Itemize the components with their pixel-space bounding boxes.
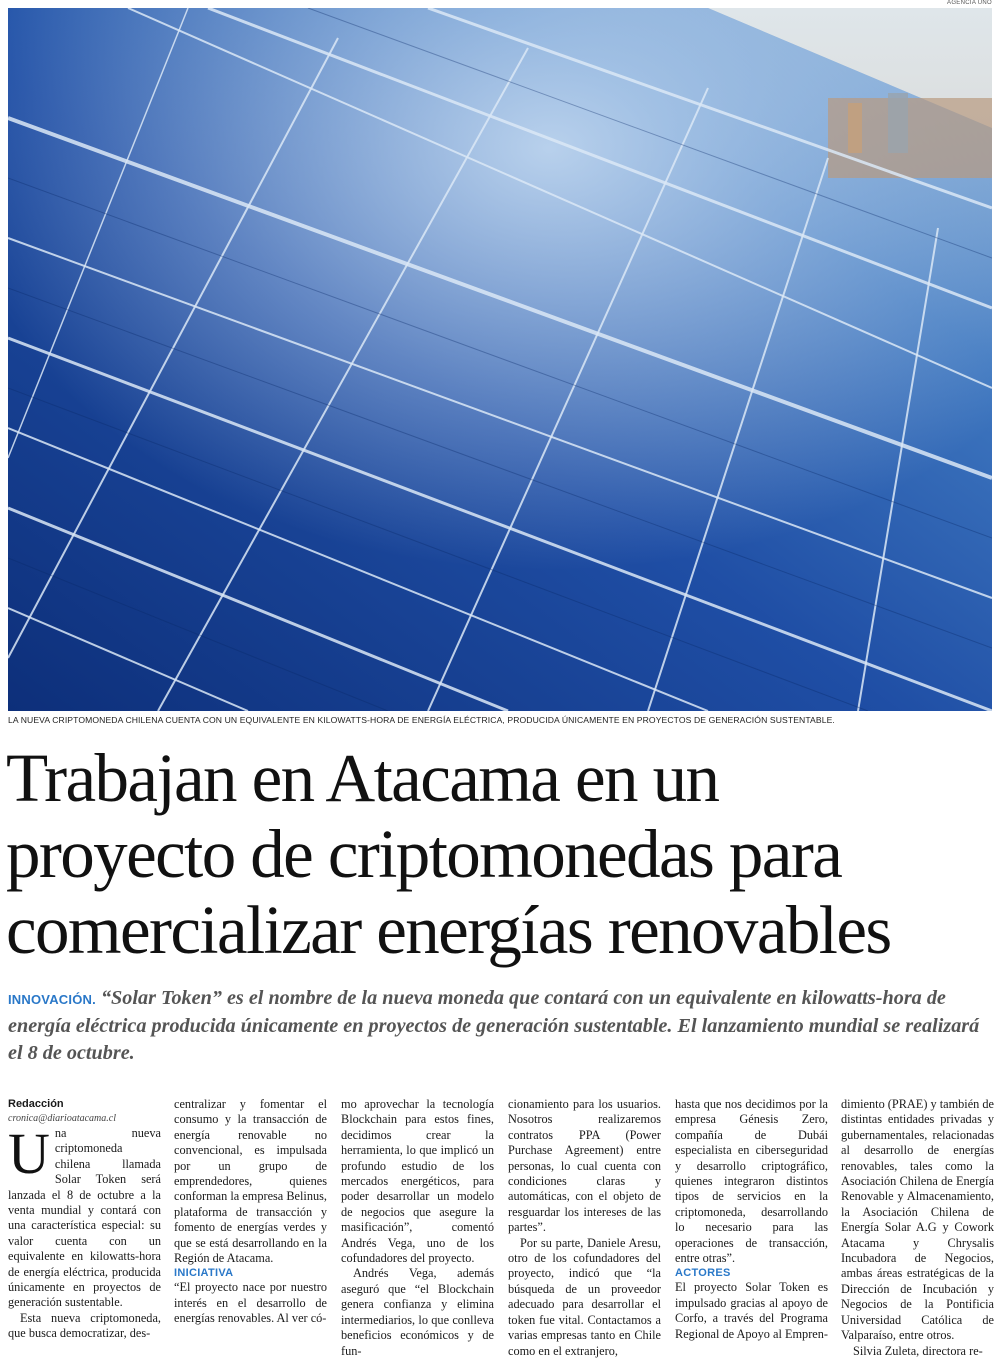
article-column-2 bbox=[174, 1097, 327, 1359]
subhead-iniciativa: INICIATIVA bbox=[174, 1267, 234, 1280]
headline-line-3: comercializar energías renovables bbox=[6, 892, 891, 968]
article-column-1 bbox=[8, 1097, 161, 1359]
article-column-3 bbox=[341, 1097, 494, 1359]
deck-text: “Solar Token” es el nombre de la nueva moneda que contará con un equivalente en kilowatts-hora de energía eléctrica producida únicamente en proyectos de generación sustentable. El lanzamiento mundial se realizará el 8 de octubre. bbox=[8, 987, 980, 1064]
headline bbox=[6, 740, 996, 968]
subhead-actores: ACTORES bbox=[675, 1267, 731, 1280]
deck-summary bbox=[8, 985, 983, 1067]
article-paragraph: centralizar y fomentar el consumo y la transacción de energía renovable no convencional, es impulsada por un grupo de emprendedores, quienes conforman la empresa Belinus, plataforma de transacción y fomento de energías verdes y que se está desarrollando en la Región de Atacama. bbox=[174, 1097, 327, 1266]
article-paragraph: cionamiento para los usuarios. Nosotros realizaremos contratos PPA (Power Purchase Agreement) entre personas, lo cual cuenta con condiciones claras y automáticas, con el objeto de resguardar los intereses de las partes”. bbox=[508, 1097, 661, 1235]
article-paragraph: Andrés Vega, además aseguró que “el Blockchain genera confianza y elimina intermediarios, lo que conlleva beneficios económicos y de fun- bbox=[341, 1266, 494, 1358]
photo-caption: LA NUEVA CRIPTOMONEDA CHILENA CUENTA CON UN EQUIVALENTE EN KILOWATTS-HORA DE ENERGÍA ELÉCTRICA, PRODUCIDA ÚNICAMENTE EN PROYECTOS DE GENERACIÓN SUSTENTABLE. bbox=[8, 715, 835, 725]
headline-line-2: proyecto de criptomonedas para bbox=[6, 816, 842, 892]
article-column-4 bbox=[508, 1097, 661, 1359]
article-paragraph: Esta nueva criptomoneda, que busca democratizar, des- bbox=[8, 1310, 161, 1341]
solar-panels-photo bbox=[8, 8, 992, 711]
photo-credit: AGENCIA UNO bbox=[947, 0, 992, 6]
article-paragraph: El proyecto Solar Token es impulsado gracias al apoyo de Corfo, a través del Programa Regional de Apoyo al Empren- bbox=[675, 1280, 828, 1341]
article-paragraph: “El proyecto nace por nuestro interés en el desarrollo de energías renovables. Al ver có- bbox=[174, 1280, 327, 1326]
deck-kicker: INNOVACIÓN. bbox=[8, 992, 96, 1007]
byline-email: cronica@diarioatacama.cl bbox=[8, 1113, 116, 1124]
drop-cap: U bbox=[8, 1121, 50, 1186]
byline-author: Redacción bbox=[8, 1098, 64, 1110]
article-paragraph: mo aprovechar la tecnología Blockchain para estos fines, decidimos crear la herramienta, lo que implicó un profundo estudio de los mercados energéticos, para poder desarrollar un modelo de negocios que asegure la masificación”, comentó Andrés Vega, uno de los cofundadores del proyecto. bbox=[341, 1097, 494, 1266]
article-paragraph: Una nueva criptomoneda chilena llamada Solar Token será lanzada el 8 de octubre a la venta mundial y contará con una característica especial: su valor cuenta con un equivalente en kilowatts-hora de energía eléctrica, producida únicamente en proyectos de generación sustentable. bbox=[8, 1121, 161, 1310]
article-paragraph: hasta que nos decidimos por la empresa Génesis Zero, compañía de Dubái especialista en ciberseguridad y desarrollo criptográfico, quienes integraron distintos tipos de servicios en la criptomoneda, desarrollando lo necesario para las operaciones de transacción, entre otras”. bbox=[675, 1097, 828, 1266]
article-paragraph: Silvia Zuleta, directora re- bbox=[853, 1343, 983, 1358]
article-body bbox=[8, 1097, 994, 1359]
article-paragraph: dimiento (PRAE) y también de distintas entidades privadas y gubernamentales, relacionadas al desarrollo de energías renovables, tales como la Asociación Chilena de Energía Renovable y Almacenamiento, la Asociación Chilena de Energía Solar A.G y Cowork Atacama y Chrysalis Incubadora de Negocios, ambas áreas estratégicas de la Dirección de Incubación y Negocios de la Pontificia Universidad Católica de Valparaíso, entre otros. bbox=[841, 1097, 994, 1343]
headline-line-1: Trabajan en Atacama en un bbox=[6, 740, 719, 816]
article-column-5 bbox=[675, 1097, 828, 1359]
article-column-6 bbox=[841, 1097, 994, 1359]
article-paragraph: Por su parte, Daniele Aresu, otro de los cofundadores del proyecto, indicó que “la búsqueda de un proveedor adecuado para desarrollar el token fue vital. Contactamos a varias empresas tanto en Chile como en el extranjero, bbox=[508, 1235, 661, 1358]
